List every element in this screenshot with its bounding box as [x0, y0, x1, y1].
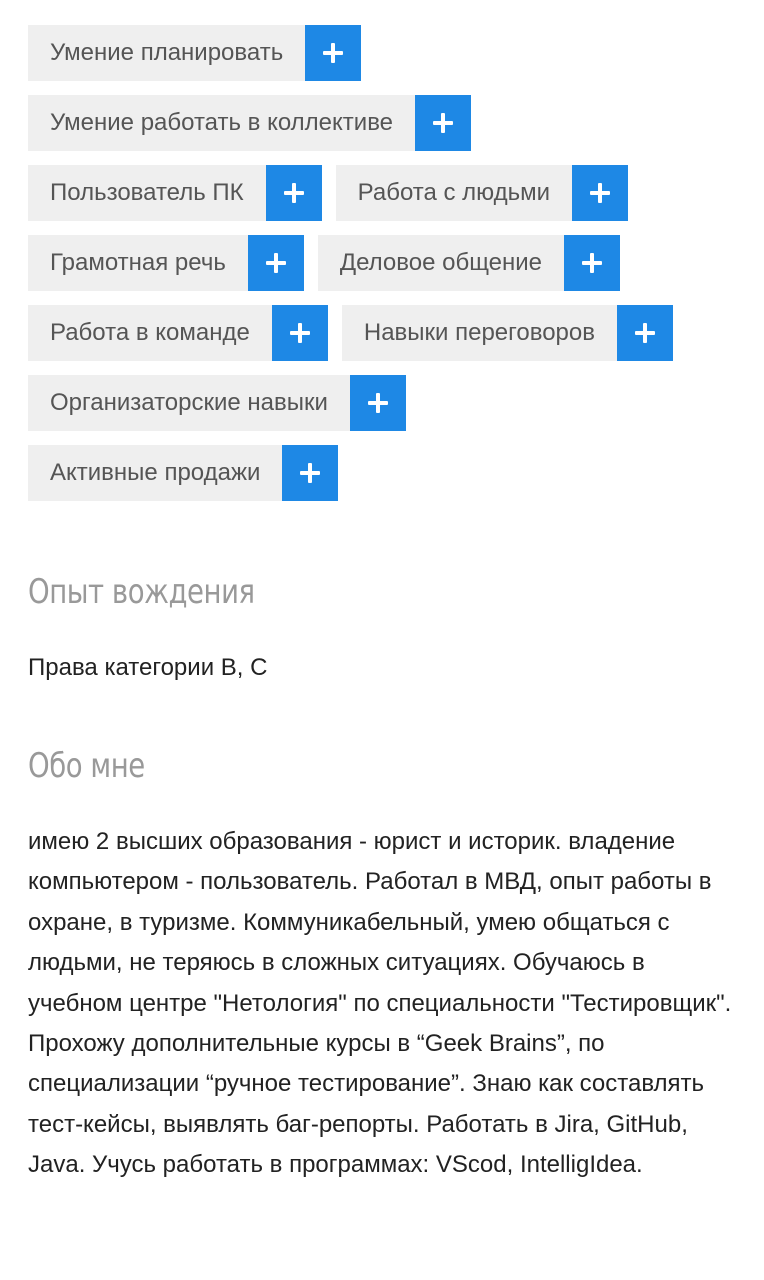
skill-label: Грамотная речь [28, 235, 248, 291]
skill-row [28, 305, 748, 361]
plus-icon [308, 463, 312, 483]
driving-section-title: Опыт вождения [28, 572, 255, 612]
skill-tag [28, 375, 406, 431]
add-skill-button[interactable] [564, 235, 620, 291]
skill-label: Умение работать в коллективе [28, 95, 415, 151]
skill-tag [28, 235, 304, 291]
plus-icon [331, 43, 335, 63]
plus-icon [643, 323, 647, 343]
skills-list [28, 25, 748, 515]
skill-tag [336, 165, 628, 221]
add-skill-button[interactable] [282, 445, 338, 501]
skill-tag [28, 305, 328, 361]
plus-icon [292, 183, 296, 203]
plus-icon [590, 253, 594, 273]
plus-icon [376, 393, 380, 413]
skill-label: Умение планировать [28, 25, 305, 81]
skill-tag [342, 305, 673, 361]
skill-row [28, 25, 748, 81]
skill-label: Активные продажи [28, 445, 282, 501]
plus-icon [298, 323, 302, 343]
about-section-title: Обо мне [28, 746, 145, 786]
add-skill-button[interactable] [617, 305, 673, 361]
add-skill-button[interactable] [272, 305, 328, 361]
skill-tag [28, 445, 338, 501]
driving-license-text: Права категории B, C [28, 654, 268, 681]
skill-label: Организаторские навыки [28, 375, 350, 431]
skill-label: Пользователь ПК [28, 165, 266, 221]
add-skill-button[interactable] [572, 165, 628, 221]
plus-icon [598, 183, 602, 203]
skill-tag [318, 235, 620, 291]
skill-label: Работа в команде [28, 305, 272, 361]
add-skill-button[interactable] [305, 25, 361, 81]
skill-row [28, 445, 748, 501]
plus-icon [274, 253, 278, 273]
skill-label: Работа с людьми [336, 165, 572, 221]
skill-tag [28, 25, 361, 81]
add-skill-button[interactable] [248, 235, 304, 291]
skill-label: Деловое общение [318, 235, 564, 291]
skill-tag [28, 95, 471, 151]
skill-row [28, 95, 748, 151]
skill-tag [28, 165, 322, 221]
add-skill-button[interactable] [266, 165, 322, 221]
add-skill-button[interactable] [350, 375, 406, 431]
add-skill-button[interactable] [415, 95, 471, 151]
skill-label: Навыки переговоров [342, 305, 617, 361]
plus-icon [441, 113, 445, 133]
skill-row [28, 165, 748, 221]
about-text: имею 2 высших образования - юрист и историк. владение компьютером - пользователь. Работал в МВД, опыт работы в охране, в туризме. Коммуникабельный, умею общаться с людьми, не теряюсь в сложных ситуациях. Обучаюсь в учебном центре "Нетология" по специальности "Тестировщик". Прохожу дополнительные курсы в “Geek Brains”, по специализации “ручное тестирование”. Знаю как составлять тест-кейсы, выявлять баг-репорты. Работать в Jira, GitHub, Java. Учусь работать в программах: VScod, IntelligIdea. [28, 828, 732, 1179]
skill-row [28, 235, 748, 291]
skill-row [28, 375, 748, 431]
